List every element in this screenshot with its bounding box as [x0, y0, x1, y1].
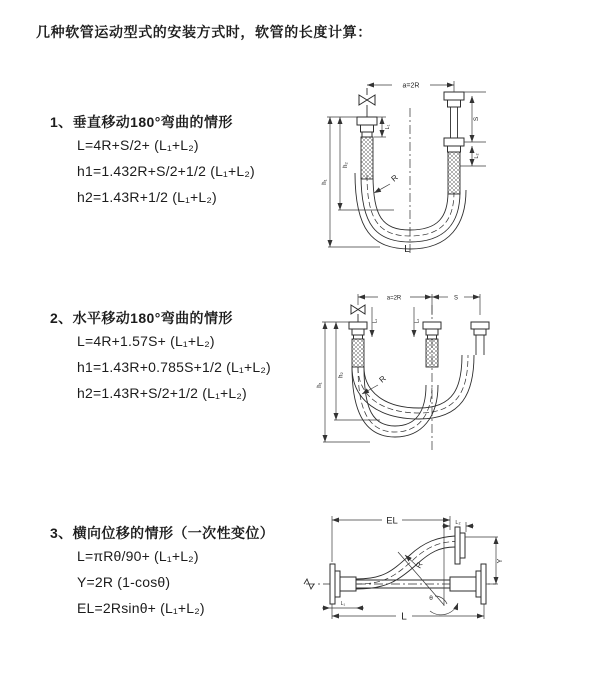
dim-l1 — [322, 601, 364, 608]
diagram-horizontal-180-bend — [310, 285, 595, 465]
section-3 — [0, 523, 320, 621]
hose-centerline — [367, 172, 454, 236]
radius-callout — [362, 374, 388, 394]
hose-displaced — [356, 536, 455, 589]
dim-h2-label: h₂ — [338, 372, 345, 378]
angle-label: θ — [429, 595, 433, 602]
section-2 — [0, 308, 320, 406]
radius-callout — [374, 173, 400, 193]
diagram-vertical-180-bend — [310, 70, 590, 260]
section-2-heading: 2、水平移动180°弯曲的情形 — [50, 310, 233, 326]
formula-line: h1=1.43R+0.785S+1/2 (L₁+L₂) — [77, 359, 271, 375]
formula-line: h2=1.43R+1/2 (L₁+L₂) — [77, 189, 217, 205]
formula-line: h2=1.43R+S/2+1/2 (L₁+L₂) — [77, 385, 247, 401]
dim-l2 — [460, 146, 486, 166]
dim-l2-label: L₂ — [455, 520, 461, 526]
dim-y-label: Y — [497, 558, 504, 564]
dim-s-label: S — [473, 116, 480, 122]
dim-a2r — [367, 81, 454, 92]
radius-callout — [405, 555, 425, 570]
radius-label: R — [377, 373, 388, 385]
right-flange — [450, 564, 486, 604]
dim-h2-label: h₂ — [343, 162, 349, 168]
dim-l-label: L — [401, 611, 407, 623]
formula-line: EL=2Rsinθ+ (L₁+L₂) — [77, 600, 205, 616]
dim-el — [332, 516, 450, 563]
dim-l1-label: L₁ — [372, 318, 379, 324]
formula-line: L=πRθ/90+ (L₁+L₂) — [77, 548, 199, 564]
dim-l2-label: L₂ — [414, 318, 421, 324]
upper-flange — [455, 527, 465, 564]
formula-line: Y=2R (1-cosθ) — [77, 574, 171, 590]
section-1 — [0, 112, 320, 210]
braided-hose — [426, 339, 438, 367]
section-1-heading: 1、垂直移动180°弯曲的情形 — [50, 114, 233, 130]
braided-hose — [352, 339, 364, 367]
left-fitting — [357, 117, 377, 179]
dim-a2r-label: a=2R — [386, 295, 402, 302]
hose-u-position-b — [352, 355, 474, 419]
braided-hose — [361, 137, 373, 179]
center-fitting — [423, 322, 441, 367]
dim-l2 — [414, 307, 421, 337]
dim-l2-label: L₂ — [474, 153, 480, 159]
dim-a2r — [358, 294, 480, 315]
dim-el-label: EL — [386, 515, 398, 527]
diagram-lateral-displacement — [300, 505, 600, 650]
valve-icon — [351, 305, 365, 322]
dim-h1-label: h₁ — [317, 382, 323, 388]
dim-l1 — [372, 307, 379, 337]
length-label: L — [404, 244, 410, 255]
dim-s — [464, 92, 486, 142]
dim-l1-label: L₁ — [385, 124, 391, 130]
dim-l — [332, 604, 484, 623]
left-fitting — [349, 322, 367, 367]
dim-l1-label: L₁ — [340, 601, 346, 607]
radius-label: R — [413, 560, 425, 570]
braided-hose — [448, 152, 460, 194]
dim-a2r-label: a=2R — [402, 82, 420, 90]
formula-line: h1=1.432R+S/2+1/2 (L₁+L₂) — [77, 163, 255, 179]
right-fitting — [471, 322, 489, 355]
section-3-heading: 3、横向位移的情形（一次性变位） — [50, 525, 275, 541]
valve-icon — [359, 88, 375, 117]
formula-line: L=4R+1.57S+ (L₁+L₂) — [77, 333, 215, 349]
radius-label: R — [389, 172, 400, 184]
dim-s-label: S — [453, 295, 459, 302]
left-flange — [330, 564, 356, 604]
dim-h1-label: h₁ — [322, 179, 328, 185]
right-fitting — [444, 92, 464, 194]
page-title: 几种软管运动型式的安装方式时，软管的长度计算： — [36, 24, 372, 40]
formula-line: L=4R+S/2+ (L₁+L₂) — [77, 137, 199, 153]
